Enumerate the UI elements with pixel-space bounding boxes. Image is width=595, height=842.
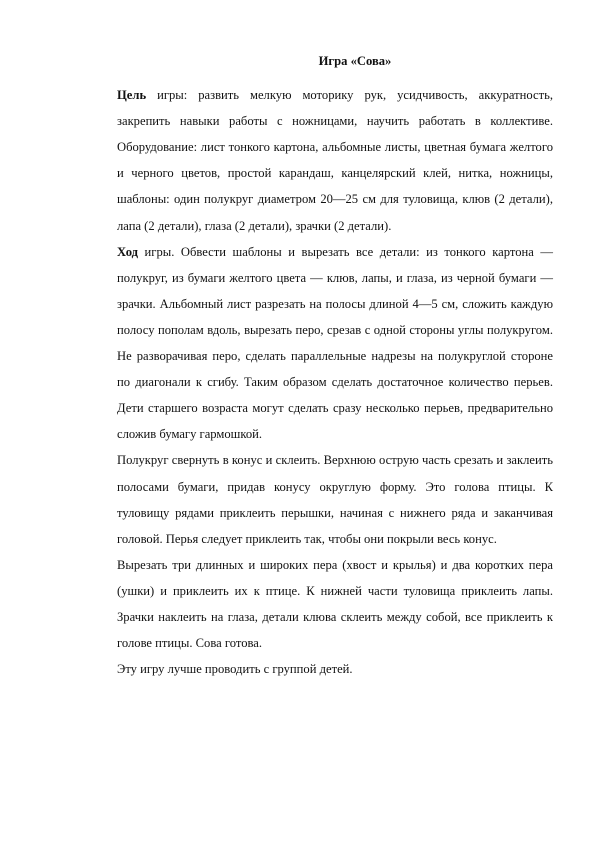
paragraph-procedure-lead: Ход xyxy=(117,244,139,259)
paragraph-finishing xyxy=(117,552,553,656)
paragraph-assembly-text: Полукруг свернуть в конус и склеить. Верхнюю острую часть срезать и заклеить полосами бумаги, придав конусу округлую форму. Это голова птицы. К туловищу рядами приклеить перышки, начиная с нижнего ряда и заканчивая головой. Перья следует приклеить так, чтобы они покрыли весь конус. xyxy=(117,453,553,546)
paragraph-goal-text: игры: развить мелкую моторику рук, усидчивость, аккуратность, закрепить навыки работы с ножницами, научить работать в коллективе. Оборудование: лист тонкого картона, альбомные листы, цветная бумага желтого и черного цветов, простой карандаш, канцелярский клей, нитка, ножницы, шаблоны: один полукруг диаметром 20—25 см для туловища, клюв (2 детали), лапа (2 детали), глаза (2 детали), зрачки (2 детали). xyxy=(117,88,553,233)
paragraph-goal xyxy=(117,82,553,239)
document-body xyxy=(117,48,553,682)
document-title: Игра «Сова» xyxy=(318,54,392,68)
paragraph-note xyxy=(117,656,553,682)
paragraph-procedure xyxy=(117,239,553,448)
paragraph-assembly xyxy=(117,447,553,551)
paragraph-procedure-text: игры. Обвести шаблоны и вырезать все детали: из тонкого картона — полукруг, из бумаги желтого цвета — клюв, лапы, и глаза, из черной бумаги — зрачки. Альбомный лист разрезать на полосы длиной 4—5 см, сложить каждую полосу пополам вдоль, вырезать перо, срезав с одной стороны углы полукругом. Не разворачивая перо, сделать параллельные надрезы на полукруглой стороне по диагонали к сгибу. Таким образом сделать достаточное количество перьев. Дети старшего возраста могут сделать сразу несколько перьев, предварительно сложив бумагу гармошкой. xyxy=(117,244,553,442)
paragraph-goal-lead: Цель xyxy=(117,88,147,103)
paragraph-note-text: Эту игру лучше проводить с группой детей. xyxy=(117,662,353,677)
paragraph-finishing-text: Вырезать три длинных и широких пера (хвост и крылья) и два коротких пера (ушки) и приклеить их к птице. К нижней части туловища приклеить лапы. Зрачки наклеить на глаза, детали клюва склеить между собой, все приклеить к голове птицы. Сова готова. xyxy=(117,557,553,651)
